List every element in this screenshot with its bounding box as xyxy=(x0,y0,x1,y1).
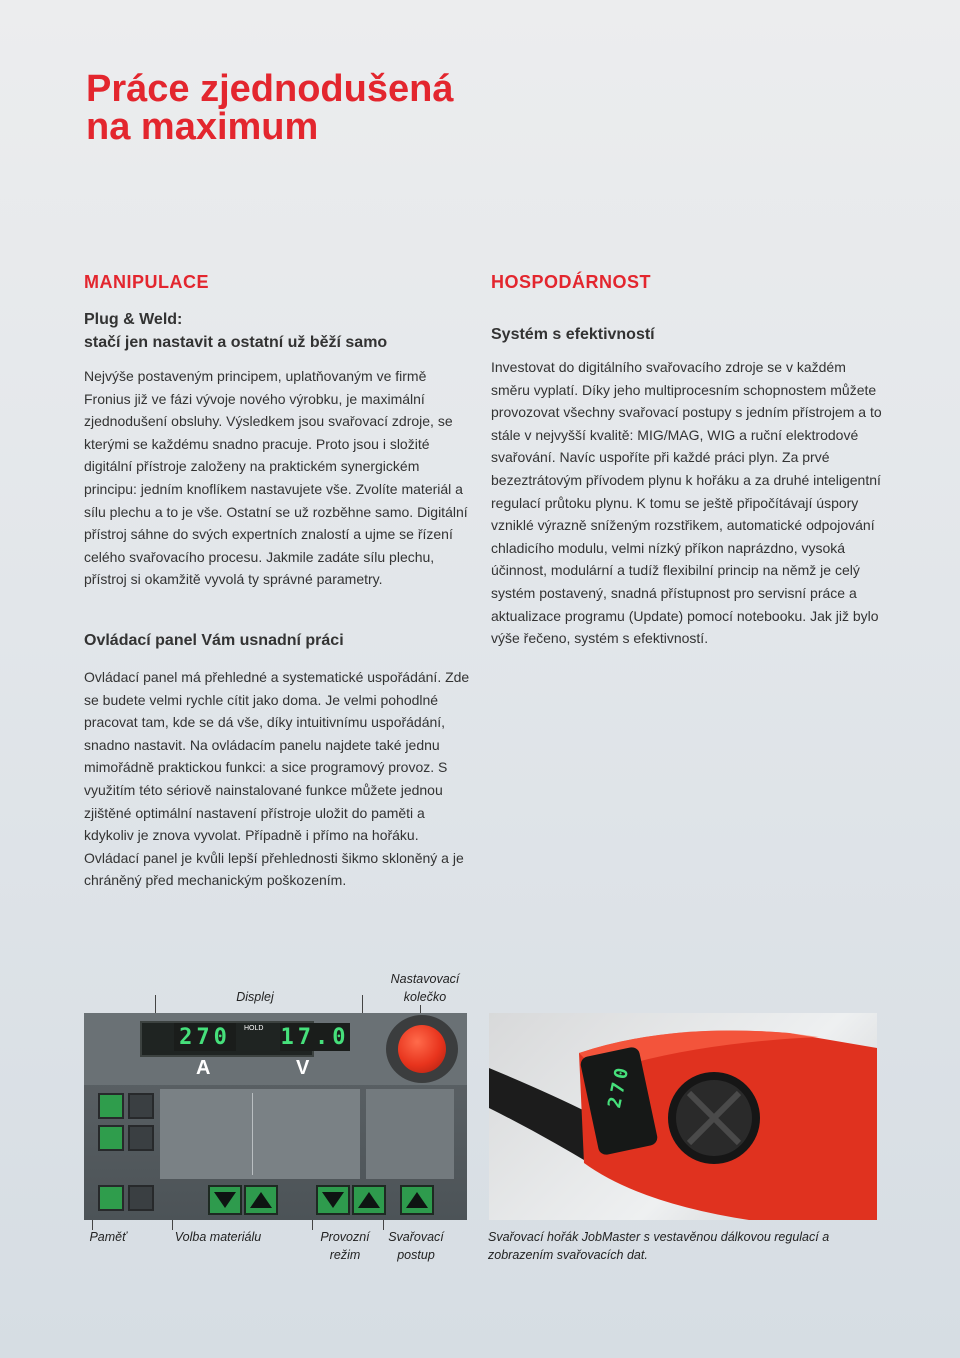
page-title xyxy=(86,70,453,146)
label-provozni-rezim xyxy=(313,1228,377,1264)
title-line-2: na maximum xyxy=(86,106,319,148)
mode-down-button[interactable] xyxy=(316,1185,350,1215)
down-arrow-icon xyxy=(322,1192,344,1208)
material-down-button[interactable] xyxy=(208,1185,242,1215)
unit-v: V xyxy=(296,1057,310,1079)
down-arrow-icon xyxy=(214,1192,236,1208)
material-up-button[interactable] xyxy=(244,1185,278,1215)
hold-label: HOLD xyxy=(244,1025,264,1032)
divider xyxy=(252,1093,253,1175)
bottom-button[interactable] xyxy=(98,1185,124,1211)
display-right: 17.0 xyxy=(280,1025,350,1050)
parameter-chart-area xyxy=(160,1089,360,1179)
subheading-system: Systém s efektivností xyxy=(491,326,655,343)
paragraph-ovladaci-panel: Ovládací panel má přehledné a systematické uspořádání. Zde se budete velmi rychle cítit jako doma. Je velmi pohodlné pracovat tam, kde se dá vše, díky intuitivnímu uspořádání, snadno nastavit. Na ovládacím panelu najdete také jednu mimořádně praktickou funkci: a sice programový provoz. S využitím této sériově nainstalované funkce můžete jednou zjištěné optimální nastavení přístroje uložit do paměti a kdykoliv je znova vyvolat. Případně i přímo na hořáku. Ovládací panel je kvůli lepší přehlednosti šikmo skloněný a je chráněný před mechanickým poškozením. xyxy=(84,668,470,889)
leader-line xyxy=(420,1005,421,1013)
right-column xyxy=(491,272,883,650)
control-panel-image xyxy=(84,1013,467,1220)
up-arrow-icon xyxy=(250,1192,272,1208)
torch-illustration xyxy=(489,1013,877,1220)
status-table-area xyxy=(366,1089,454,1179)
label-displej: Displej xyxy=(236,990,274,1004)
memory-button[interactable] xyxy=(98,1093,124,1119)
label-pamet: Paměť xyxy=(89,1230,127,1244)
label-rezim-line-1: Provozní xyxy=(320,1230,370,1244)
label-knob-line-2: kolečko xyxy=(403,990,447,1004)
keypad-button[interactable] xyxy=(128,1093,154,1119)
title-line-1: Práce zjednodušená xyxy=(86,68,454,110)
subheading-plug-weld xyxy=(84,308,476,354)
process-button[interactable] xyxy=(400,1185,434,1215)
torch-caption: Svařovací hořák JobMaster s vestavěnou dálkovou regulací a zobrazením svařovacích dat. xyxy=(488,1230,830,1262)
left-column xyxy=(84,272,476,892)
label-nastavovaci-kolecko xyxy=(380,970,470,1006)
unit-a: A xyxy=(196,1057,211,1079)
bottom-button[interactable] xyxy=(128,1185,154,1211)
label-rezim-line-2: režim xyxy=(329,1248,361,1262)
label-svarovaci-postup xyxy=(383,1228,449,1264)
up-arrow-icon xyxy=(406,1192,428,1208)
torch-display: 270 xyxy=(604,1062,634,1111)
mode-button[interactable] xyxy=(98,1125,124,1151)
label-postup-line-2: postup xyxy=(397,1248,435,1262)
display-left: 270 xyxy=(174,1023,236,1051)
subheading-line-2: stačí jen nastavit a ostatní už běží samo xyxy=(84,334,388,351)
label-volba-materialu: Volba materiálu xyxy=(174,1230,262,1244)
label-postup-line-1: Svařovací xyxy=(388,1230,444,1244)
adjustment-knob[interactable] xyxy=(398,1025,446,1073)
torch-photo xyxy=(489,1013,877,1220)
up-arrow-icon xyxy=(358,1192,380,1208)
subheading-ovladaci-panel: Ovládací panel Vám usnadní práci xyxy=(84,631,344,649)
leader-line xyxy=(155,995,156,1013)
keypad-button[interactable] xyxy=(128,1125,154,1151)
paragraph-manipulace: Nejvýše postaveným principem, uplatňovaným ve firmě Fronius již ve fázi vývoje nového výrobku, je maximální zjednodušení obsluhy. Výsledkem jsou svařovací zdroje, se kterými se každému snadno pracuje. Proto jsou i složité digitální přístroje založeny na praktickém synergickém principu: jedním knoflíkem nastavujete vše. Zvolíte materiál a sílu plechu a to je vše. Ostatní se už rozběhne samo. Digitální přístroj sáhne do svých expertních znalostí a ujme se řízení celého svařovacího procesu. Jakmile zadáte sílu plechu, přístroj si okamžitě vyvolá ty správné parametry. xyxy=(84,368,468,588)
paragraph-hospodarnost: Investovat do digitálního svařovacího zdroje se v každém směru vyplatí. Díky jeho multiprocesním schopnostem můžete provozovat všechny svařovací postupy s jedním přístrojem a to stále v nejvyšší kvalitě: MIG/MAG, WIG a ruční elektrodové svařování. Navíc uspoříte při každé práci plyn. Za prvé bezeztrátovým přívodem plynu k hořáku a za druhé inteligentní regulací průtoku plynu. K tomu se ještě připočítávají úspory vzniklé výrazně sníženým rozstřikem, automatické odpojování chladicího modulu, velmi nízký příkon naprázdno, vysoká účinnost, modulární a tudíž flexibilní princip na němž je celý systém postavený, snadná přístupnost pro servisní práce a aktualizace programu (Update) pomocí notebooku. Jak již bylo výše řečeno, systém s efektivností. xyxy=(491,359,882,647)
leader-line xyxy=(362,995,363,1013)
label-knob-line-1: Nastavovací xyxy=(390,972,460,986)
process-up-button[interactable] xyxy=(352,1185,386,1215)
section-title-manipulace: MANIPULACE xyxy=(84,272,209,292)
subheading-line-1: Plug & Weld: xyxy=(84,311,183,328)
section-title-hospodarnost: HOSPODÁRNOST xyxy=(491,272,652,292)
